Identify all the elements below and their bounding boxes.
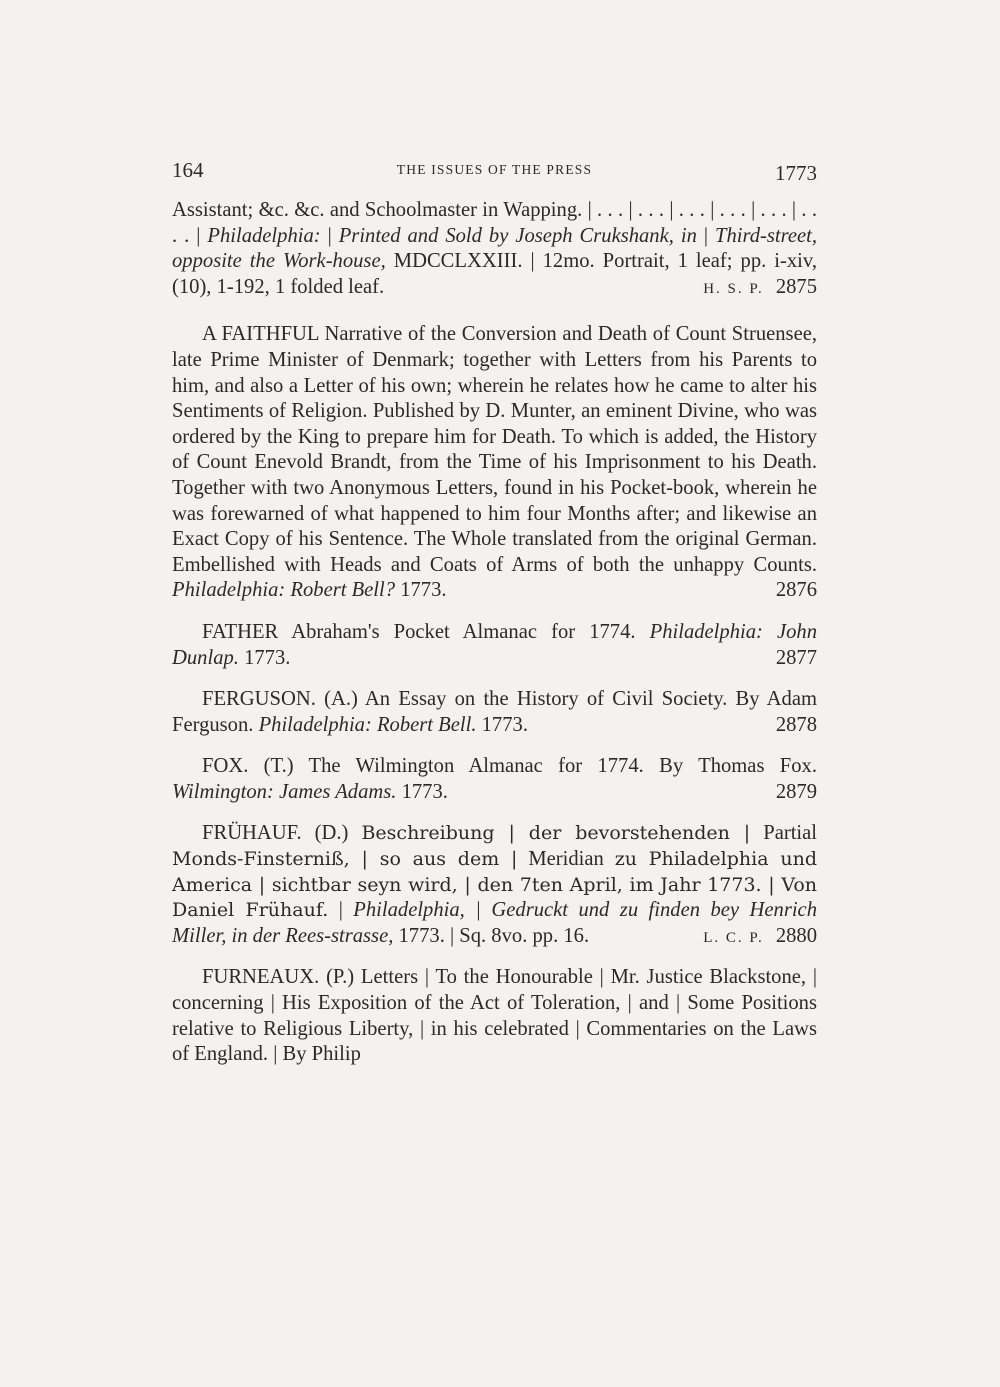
entry-text: FATHER Abraham's Pocket Almanac for 1774. <box>202 620 650 643</box>
running-header <box>172 152 817 186</box>
entry-imprint: Philadelphia, | Gedruckt und zu finden bey Henrich Miller, in der Rees-strasse, <box>172 899 817 947</box>
entry-text: Meridian <box>517 848 615 871</box>
entry-text: Partial <box>750 822 818 845</box>
entry-2875 <box>172 198 817 300</box>
entry-2877 <box>172 620 817 671</box>
page-body <box>172 198 817 1068</box>
entry-2880 <box>172 821 817 949</box>
entry-text: FERGUSON. (A.) An Essay on the History of Civil Society. By Adam Ferguson. <box>172 688 817 736</box>
entry-text: FURNEAUX. (P.) Letters | To the Honourable | Mr. Justice Blackstone, | concerning | His Exposition of the Act of Toleration, | and | Some Positions relative to Religious Liberty, | in his celebrated | Commentaries on the Laws of England. | By Philip <box>172 966 817 1066</box>
entry-text: A FAITHFUL Narrative of the Conversion and Death of Count Struensee, late Prime Minister of Denmark; together with Letters from his Parents to him, and also a Letter of his own; wherein he relates how he came to alter his Sentiments of Religion. Published by D. Munter, an eminent Divine, who was ordered by the King to prepare him for Death. To which is added, the History of Count Enevold Brandt, from the Time of his Imprisonment to his Death. Together with two Anonymous Letters, found in his Pocket-book, wherein he was forewarned of what happened to him four Months after; and likewise an Exact Copy of his Sentence. The Whole translated from the original German. Embellished with Heads and Coats of Arms of both the unhappy Counts. <box>172 323 817 576</box>
entry-blackletter: Beschreibung | der bevorstehenden | <box>361 822 751 845</box>
entry-number: 2877 <box>775 646 817 669</box>
entry-text: FRÜHAUF. (D.) <box>202 822 362 845</box>
entry-number: 2880 <box>775 924 817 947</box>
entry-number: 2876 <box>775 579 817 602</box>
library-code: H. S. P. <box>703 280 764 297</box>
entry-2879 <box>172 754 817 805</box>
entry-year: 1773. <box>396 780 448 803</box>
entry-imprint: Philadelphia: John Dunlap. <box>172 620 817 669</box>
entry-year: 1773. <box>238 646 291 669</box>
entry-text: | <box>320 224 339 247</box>
entry-year: 1773. <box>395 579 447 602</box>
entry-imprint: Printed and Sold by Joseph Crukshank, in <box>338 224 697 247</box>
entry-year: 1773. <box>476 713 528 736</box>
entry-text: | <box>328 899 354 922</box>
page-number: 164 <box>172 158 204 182</box>
entry-blackletter: Monds-Finsterniß, | so aus dem | <box>172 848 518 871</box>
entry-number: 2879 <box>775 780 817 803</box>
entry-text: Assistant; &c. &c. and Schoolmaster in Wapping. | . . . | . . . | <box>172 199 674 221</box>
entry-text: | <box>696 224 715 247</box>
library-code: L. C. P. <box>703 929 764 946</box>
entry-text: MDCCLXXIII. | 12mo. Portrait, 1 leaf; pp. i-xiv, (10), 1-192, 1 folded leaf. <box>172 250 817 298</box>
entry-imprint: Philadelphia: Robert Bell? <box>172 579 396 602</box>
entry-number-group <box>673 924 817 952</box>
entry-number-group <box>703 275 817 303</box>
entry-imprint: Wilmington: James Adams. <box>172 780 397 803</box>
entry-imprint: Third-street, opposite the Work-house, <box>172 224 818 273</box>
entry-number: 2878 <box>775 713 817 736</box>
entry-2876 <box>172 322 817 604</box>
entry-imprint: Philadelphia: <box>207 224 321 247</box>
entry-text: 1773. | Sq. 8vo. pp. 16. <box>393 924 590 947</box>
entry-imprint: Philadelphia: Robert Bell. <box>258 713 477 736</box>
entry-2878 <box>172 687 817 738</box>
running-title: THE ISSUES OF THE PRESS <box>396 162 593 177</box>
entry-2881 <box>172 965 817 1067</box>
entry-blackletter: zu Philadelphia und America | sichtbar seyn wird, | den 7ten April, im Jahr 1773. | Von Daniel Frühauf. <box>172 848 817 922</box>
entry-text: FOX. (T.) The Wilmington Almanac for 1774. By Thomas Fox. <box>202 755 817 778</box>
header-year: 1773 <box>775 161 817 185</box>
entry-text: . . . | . . . | . . . | . . . . | <box>172 199 817 247</box>
entry-number: 2875 <box>775 275 817 298</box>
